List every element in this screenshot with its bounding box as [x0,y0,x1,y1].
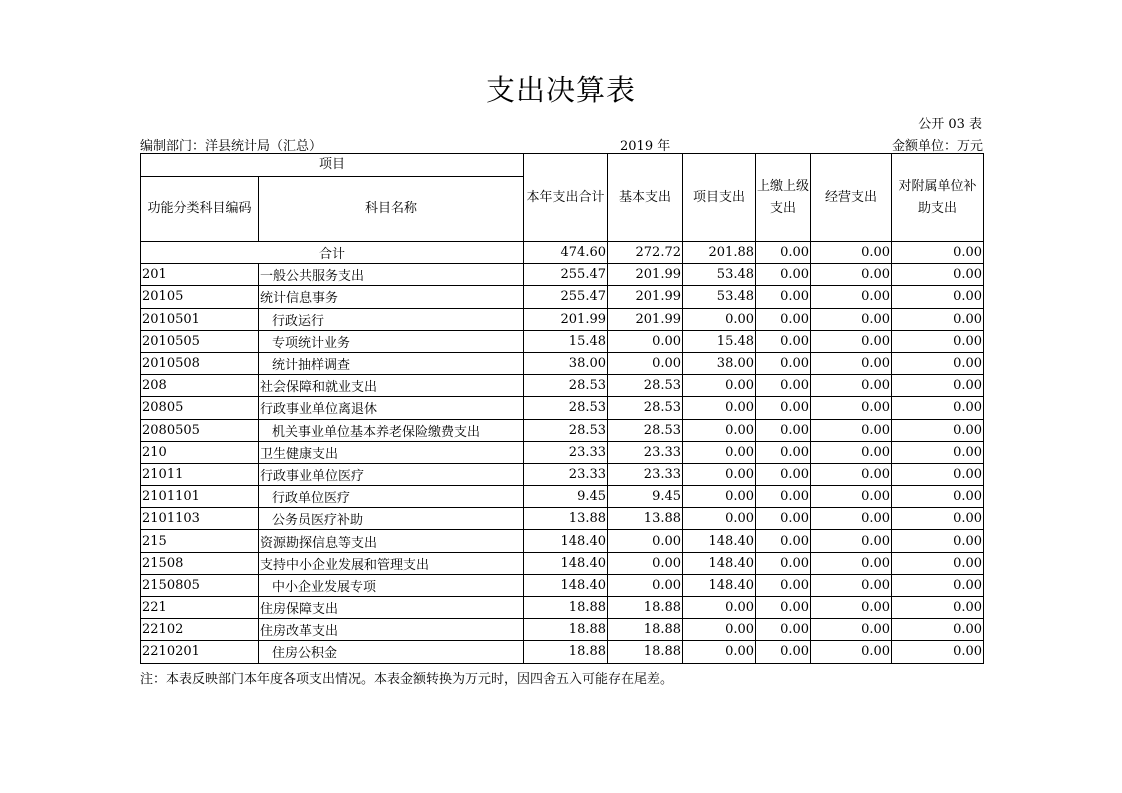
row-value: 0.00 [811,441,892,463]
row-value: 0.00 [756,352,811,374]
row-name: 一般公共服务支出 [259,264,524,286]
row-value: 0.00 [756,463,811,485]
row-value: 0.00 [756,486,811,508]
row-value: 0.00 [756,330,811,352]
row-code: 210 [141,441,259,463]
row-value: 53.48 [683,264,756,286]
row-value: 0.00 [892,264,984,286]
header-name: 科目名称 [259,177,524,242]
row-value: 0.00 [756,397,811,419]
row-value: 0.00 [811,486,892,508]
row-name: 资源勘探信息等支出 [259,530,524,552]
row-value: 0.00 [811,530,892,552]
row-code: 20105 [141,286,259,308]
row-value: 18.88 [608,597,683,619]
header-basic: 基本支出 [608,154,683,242]
table-row [141,619,984,641]
row-value: 9.45 [524,486,608,508]
row-code: 2010501 [141,308,259,330]
total-value: 0.00 [811,242,892,264]
table-row [141,375,984,397]
row-value: 0.00 [892,486,984,508]
row-name: 支持中小企业发展和管理支出 [259,552,524,574]
row-value: 28.53 [608,419,683,441]
row-name: 行政运行 [259,308,524,330]
row-value: 0.00 [811,286,892,308]
row-value: 0.00 [756,308,811,330]
row-value: 0.00 [892,597,984,619]
row-value: 0.00 [683,308,756,330]
row-value: 0.00 [683,486,756,508]
row-value: 0.00 [683,375,756,397]
row-value: 23.33 [608,463,683,485]
row-name: 中小企业发展专项 [259,574,524,596]
row-value: 0.00 [756,597,811,619]
row-value: 0.00 [892,330,984,352]
row-code: 208 [141,375,259,397]
row-code: 215 [141,530,259,552]
row-value: 0.00 [811,352,892,374]
row-name: 住房改革支出 [259,619,524,641]
row-value: 28.53 [608,375,683,397]
row-value: 15.48 [683,330,756,352]
row-value: 0.00 [892,352,984,374]
row-value: 0.00 [811,308,892,330]
footnote: 注：本表反映部门本年度各项支出情况。本表金额转换为万元时，因四舍五入可能存在尾差。 [140,672,674,687]
year-label: 2019 年 [620,139,671,154]
header-total: 本年支出合计 [524,154,608,242]
table-row [141,508,984,530]
unit-label: 金额单位：万元 [891,139,983,154]
row-value: 38.00 [524,352,608,374]
row-code: 2101101 [141,486,259,508]
row-value: 23.33 [524,441,608,463]
row-value: 0.00 [683,641,756,663]
row-value: 53.48 [683,286,756,308]
row-value: 148.40 [683,574,756,596]
table-row [141,552,984,574]
row-code: 2010508 [141,352,259,374]
row-value: 18.88 [524,641,608,663]
table-row [141,397,984,419]
row-value: 0.00 [811,641,892,663]
page-title: 支出决算表 [485,73,636,107]
row-value: 0.00 [811,574,892,596]
row-value: 0.00 [892,397,984,419]
table-row [141,597,984,619]
row-value: 0.00 [608,330,683,352]
row-value: 18.88 [524,597,608,619]
row-value: 18.88 [608,619,683,641]
row-value: 0.00 [892,574,984,596]
row-code: 201 [141,264,259,286]
total-value: 474.60 [524,242,608,264]
row-value: 0.00 [683,597,756,619]
row-code: 2210201 [141,641,259,663]
row-name: 统计信息事务 [259,286,524,308]
row-value: 0.00 [756,530,811,552]
row-value: 0.00 [608,530,683,552]
total-value: 0.00 [756,242,811,264]
meta-row [140,135,983,153]
row-name: 社会保障和就业支出 [259,375,524,397]
row-value: 0.00 [892,419,984,441]
table-row [141,264,984,286]
row-value: 0.00 [811,397,892,419]
table-row [141,286,984,308]
row-value: 0.00 [756,286,811,308]
total-row [141,242,984,264]
row-name: 住房公积金 [259,641,524,663]
table-row [141,486,984,508]
total-value: 272.72 [608,242,683,264]
row-value: 0.00 [892,286,984,308]
row-value: 148.40 [524,574,608,596]
row-value: 0.00 [892,552,984,574]
row-value: 0.00 [892,641,984,663]
row-value: 0.00 [892,463,984,485]
table-row [141,574,984,596]
row-value: 0.00 [811,330,892,352]
table-row [141,352,984,374]
row-value: 0.00 [892,375,984,397]
row-name: 行政单位医疗 [259,486,524,508]
row-value: 13.88 [608,508,683,530]
row-code: 221 [141,597,259,619]
header-item: 项目 [141,154,524,177]
row-value: 201.99 [608,286,683,308]
row-name: 行政事业单位医疗 [259,463,524,485]
row-name: 机关事业单位基本养老保险缴费支出 [259,419,524,441]
row-value: 0.00 [683,419,756,441]
row-value: 0.00 [892,508,984,530]
row-value: 13.88 [524,508,608,530]
table-row [141,441,984,463]
header-subsidy: 对附属单位补助支出 [892,154,984,242]
row-value: 0.00 [608,552,683,574]
row-value: 28.53 [524,397,608,419]
row-name: 住房保障支出 [259,597,524,619]
row-code: 21011 [141,463,259,485]
table-row [141,308,984,330]
table-row [141,463,984,485]
row-value: 9.45 [608,486,683,508]
row-name: 统计抽样调查 [259,352,524,374]
row-value: 255.47 [524,286,608,308]
row-value: 148.40 [683,552,756,574]
row-value: 148.40 [524,530,608,552]
total-value: 0.00 [892,242,984,264]
row-code: 2150805 [141,574,259,596]
row-value: 0.00 [683,619,756,641]
row-value: 255.47 [524,264,608,286]
expenditure-table [140,153,984,664]
row-value: 0.00 [756,264,811,286]
table-row [141,330,984,352]
header-business: 经营支出 [811,154,892,242]
row-value: 0.00 [811,375,892,397]
row-value: 0.00 [756,441,811,463]
row-name: 卫生健康支出 [259,441,524,463]
row-value: 0.00 [756,375,811,397]
row-name: 专项统计业务 [259,330,524,352]
row-value: 148.40 [524,552,608,574]
row-code: 21508 [141,552,259,574]
row-value: 0.00 [756,641,811,663]
row-value: 23.33 [524,463,608,485]
row-value: 0.00 [811,619,892,641]
row-name: 行政事业单位离退休 [259,397,524,419]
header-upper: 上缴上级支出 [756,154,811,242]
row-value: 0.00 [683,397,756,419]
row-value: 0.00 [683,441,756,463]
total-value: 201.88 [683,242,756,264]
row-value: 18.88 [608,641,683,663]
row-value: 0.00 [811,508,892,530]
table-row [141,530,984,552]
row-code: 2080505 [141,419,259,441]
row-value: 0.00 [811,264,892,286]
row-value: 0.00 [608,352,683,374]
header-project: 项目支出 [683,154,756,242]
row-value: 0.00 [756,574,811,596]
row-value: 0.00 [683,508,756,530]
table-row [141,419,984,441]
table-row [141,641,984,663]
row-code: 20805 [141,397,259,419]
row-name: 公务员医疗补助 [259,508,524,530]
row-code: 2101103 [141,508,259,530]
row-value: 0.00 [756,508,811,530]
header-code: 功能分类科目编码 [141,177,259,242]
row-value: 38.00 [683,352,756,374]
row-value: 148.40 [683,530,756,552]
row-value: 0.00 [892,530,984,552]
row-value: 0.00 [892,308,984,330]
row-value: 0.00 [892,441,984,463]
row-value: 0.00 [811,597,892,619]
row-value: 201.99 [608,264,683,286]
row-value: 0.00 [811,463,892,485]
row-value: 23.33 [608,441,683,463]
form-number: 公开 03 表 [918,117,982,132]
row-value: 0.00 [892,619,984,641]
row-value: 18.88 [524,619,608,641]
row-value: 28.53 [524,375,608,397]
row-value: 28.53 [524,419,608,441]
row-code: 2010505 [141,330,259,352]
row-value: 0.00 [811,552,892,574]
department-label: 编制部门：洋县统计局（汇总） [140,139,323,154]
total-label: 合计 [141,242,524,264]
row-value: 0.00 [683,463,756,485]
row-code: 22102 [141,619,259,641]
row-value: 0.00 [756,419,811,441]
row-value: 201.99 [608,308,683,330]
row-value: 15.48 [524,330,608,352]
row-value: 28.53 [608,397,683,419]
row-value: 0.00 [756,619,811,641]
row-value: 201.99 [524,308,608,330]
row-value: 0.00 [811,419,892,441]
row-value: 0.00 [608,574,683,596]
row-value: 0.00 [756,552,811,574]
